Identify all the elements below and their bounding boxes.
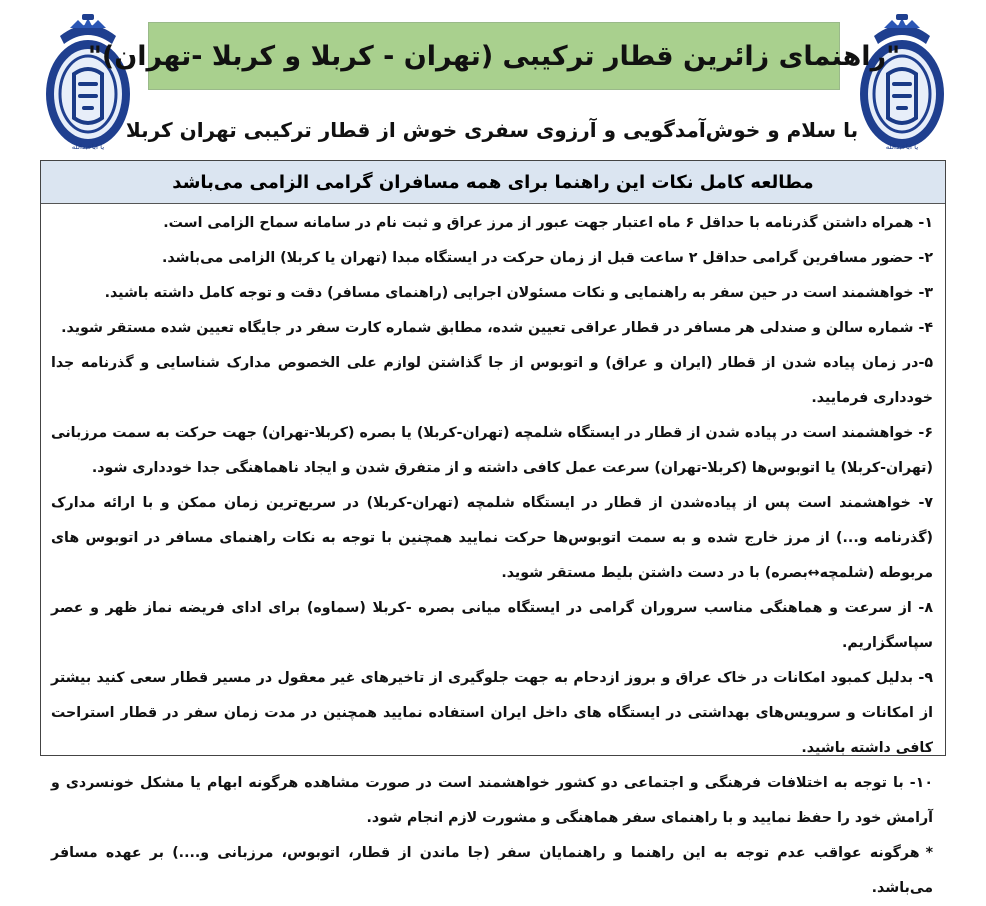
notice-item-10: ۱۰- با توجه به اختلافات فرهنگی و اجتماعی دو کشور خواهشمند است در صورت مشاهده هرگونه ابهام یا مشکل خونسردی و آرامش خود را حفظ نمایید و با راهنمای سفر هماهنگی و مشورت لازم انجام شود. — [51, 775, 933, 826]
title-banner — [87, 22, 901, 90]
notice-item-8: ۸- از سرعت و هماهنگی مناسب سروران گرامی در ایستگاه میانی بصره -کربلا (سماوه) برای ادای فریضه نماز ظهر و عصر سپاسگزاریم. — [51, 600, 933, 651]
notice-item-1: ۱- همراه داشتن گذرنامه با حداقل ۶ ماه اعتبار جهت عبور از مرز عراق و ثبت نام در سامانه سماح الزامی است. — [163, 215, 933, 231]
footnote-star: * — [925, 845, 933, 861]
footnote-text: هرگونه عواقب عدم توجه به این راهنما و راهنمایان سفر (جا ماندن از قطار، اتوبوس، مرزبانی و....) بر عهده مسافر می‌باشد. — [51, 845, 933, 896]
notice-item-3: ۳- خواهشمند است در حین سفر به راهنمایی و نکات مسئولان اجرایی (راهنمای مسافر) دقت و توجه کامل داشته باشید. — [104, 285, 933, 301]
notice-item-2: ۲- حضور مسافرین گرامی حداقل ۲ ساعت قبل از زمان حرکت در ایستگاه مبدا (تهران یا کربلا) الزامی می‌باشد. — [161, 250, 933, 266]
notice-item-4: ۴- شماره سالن و صندلی هر مسافر در قطار عراقی تعیین شده، مطابق شماره کارت سفر در جایگاه تعیین شده مستقر شوید. — [61, 320, 933, 336]
left-emblem-logo — [40, 14, 136, 154]
svg-text:یا اباعبدالله: یا اباعبدالله — [71, 143, 105, 151]
notice-item-5: ۵-در زمان پیاده شدن از قطار (ایران و عراق) و اتوبوس از جا گذاشتن لوازم علی الخصوص مدارک شناسایی و گذرنامه جدا خودداری فرمایید. — [51, 355, 933, 406]
right-emblem-logo — [854, 14, 950, 154]
notice-item-7: ۷- خواهشمند است پس از پیاده‌شدن از قطار در ایستگاه شلمچه (تهران-کربلا) در سریع‌ترین زمان ممکن و با ارائه مدارک (گذرنامه و...) از مرز خارج شده و به سمت اتوبوس‌ها حرکت نمایید همچنین با توجه به نکات راهنمای مسافر در اتوبوس های مربوطه (شلمچه↔بصره) با در دست داشتن بلیط مستقر شوید. — [51, 495, 933, 581]
notice-footnote — [51, 836, 933, 906]
notice-box — [40, 160, 946, 896]
greeting-line: با سلام و خوش‌آمدگویی و آرزوی سفری خوش از قطار ترکیبی تهران کربلا — [125, 118, 859, 142]
notice-items — [41, 204, 945, 906]
notice-item-9: ۹- بدلیل کمبود امکانات در خاک عراق و بروز ازدحام به جهت جلوگیری از تاخیرهای غیر معقول در مسیر قطار سعی کنید بیشتر از امکانات و سرویس‌های بهداشتی در ایستگاه های داخل ایران استفاده نمایید همچنین در مدت زمان سفر در قطار استراحت کافی داشته باشید. — [51, 670, 933, 756]
page-title: "راهنمای زائرین قطار ترکیبی (تهران - کربلا و کربلا -تهران)" — [87, 40, 901, 72]
notice-heading: مطالعه کامل نکات این راهنما برای همه مسافران گرامی الزامی می‌باشد — [41, 161, 945, 204]
notice-item-6: ۶- خواهشمند است در پیاده شدن از قطار در ایستگاه شلمچه (تهران-کربلا) یا بصره (کربلا-تهران) جهت حرکت به سمت مرزبانی (تهران-کربلا) یا اتوبوس‌ها (کربلا-تهران) سرعت عمل کافی داشته و از متفرق شدن و ایجاد ناهماهنگی جدا خودداری شود. — [51, 425, 933, 476]
svg-text:یا اباعبدالله: یا اباعبدالله — [885, 143, 919, 151]
